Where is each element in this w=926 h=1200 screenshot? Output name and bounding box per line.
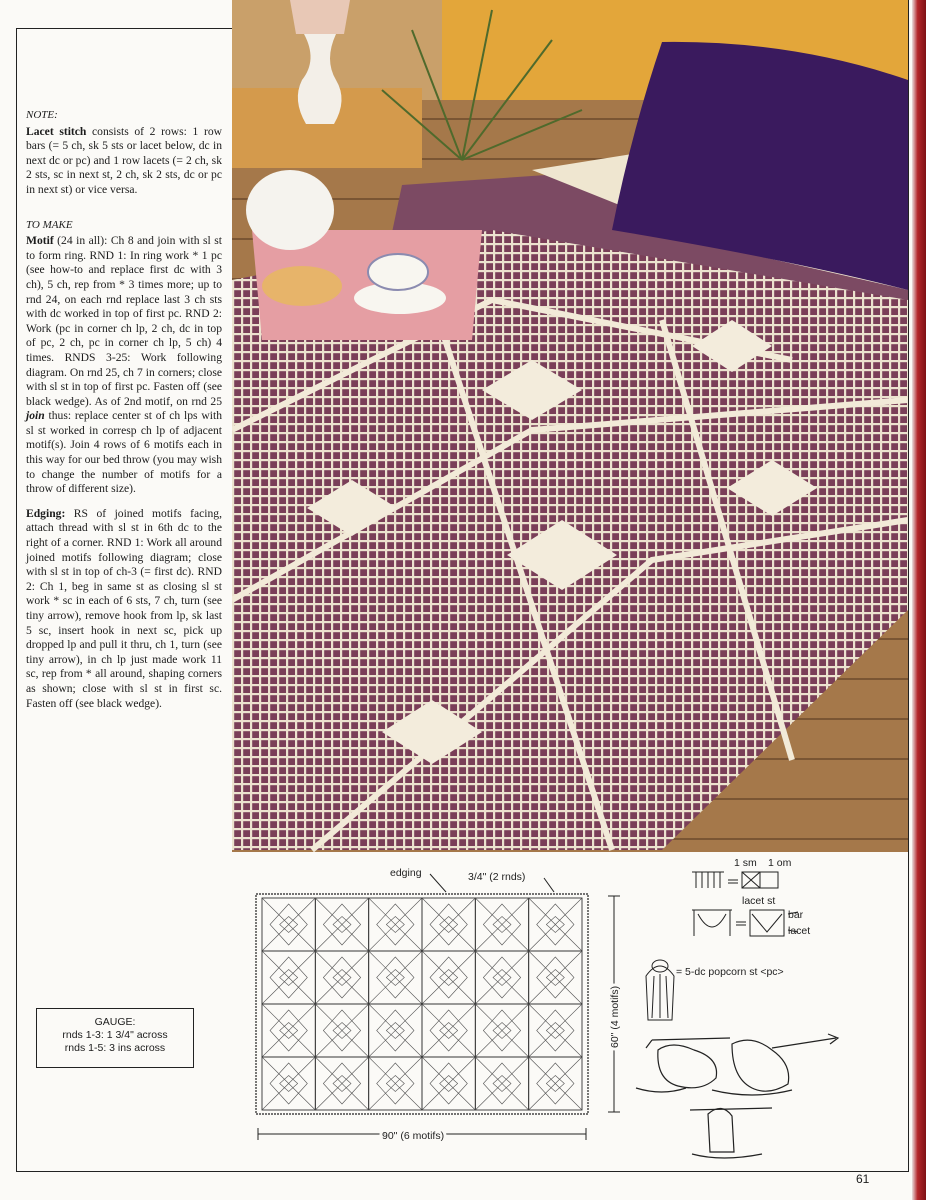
motif-cell (422, 898, 475, 951)
motif-paragraph (26, 218, 222, 497)
note-body: consists of 2 rows: 1 row bars (= 5 ch, sk 5 sts or lacet below, dc in next dc or pc) and 1 row lacets (= 2 ch, sk 2 sts, sc in next st, 2 ch, sk 2 sts, dc or pc in next st) or vice versa. (26, 124, 222, 196)
motif-cell (369, 898, 422, 951)
motif-cell (529, 1057, 582, 1110)
motif-cell (475, 951, 528, 1004)
note-term: Lacet stitch (26, 124, 87, 138)
sm-om-symbol (692, 872, 778, 888)
frame-right-rule (908, 0, 909, 1172)
width-label: 90" (6 motifs) (382, 1130, 445, 1142)
legend (636, 857, 838, 1158)
sm-label: 1 sm (734, 857, 757, 869)
motif-cell (262, 1057, 315, 1110)
note-heading: NOTE: (26, 109, 58, 121)
bedspread-photo (232, 0, 908, 852)
instructions-column (26, 108, 222, 721)
page-number: 61 (856, 1172, 870, 1186)
frame-left-rule (16, 28, 17, 1172)
motif-cell (529, 898, 582, 951)
motif-body-1: (24 in all): Ch 8 and join with sl st to form ring. RND 1: In ring work * 1 pc (see how-to and replace first dc with 3 ch), 5 ch, rep from * 3 times more; up to rnd 24, on each rnd replace last 3 ch sts with dc worked in top of first pc. RND 2: Work (pc in corner ch lp, 2 ch, dc in top of pc, 2 ch, pc in corner ch lp, 5 ch) 4 times. RNDS 3-25: Work following diagram. On rnd 25, ch 7 in corners; close with sl st in top of first pc. Fasten off (see black wedge). As of 2nd motif, on rnd 25 (26, 234, 222, 408)
motif-join: join (26, 409, 45, 423)
motif-cell (315, 898, 368, 951)
edging-width-label: 3/4" (2 rnds) (468, 871, 526, 883)
motif-cell (475, 1057, 528, 1110)
edging-label: edging (390, 867, 422, 879)
motif-cell (422, 1057, 475, 1110)
popcorn-icon (646, 960, 674, 1020)
motif-cell (529, 951, 582, 1004)
edging-body: RS of joined motifs facing, attach thread with sl st in 6th dc to the right of a corner. RND 1: Work all around joined motifs following diagram; close with sl st in top of ch-3 (= first dc). RND 2: Ch 1, beg in same st as closing sl st work * sc in each of 6 sts, 7 ch, turn (see tiny arrow), remove hook from lp, sk last 5 sc, insert hook in next sc, pick up dropped lp and pull it thru, ch 1, turn (see tiny arrow), in ch lp just made work 11 sc, rep from * all around, shaping corners as shown; close with sl st in first sc. Fasten off (see black wedge). (26, 506, 222, 710)
motif-cell (529, 1004, 582, 1057)
om-label: 1 om (768, 857, 792, 869)
lamp-shade (290, 0, 350, 34)
motif-cell (369, 951, 422, 1004)
motif-term: Motif (26, 234, 54, 248)
gauge-box (36, 1008, 194, 1068)
edging-width-pointer (544, 878, 554, 892)
edging-pointer (430, 874, 446, 892)
make-heading: TO MAKE (26, 218, 73, 231)
motif-cell (475, 898, 528, 951)
frame-bottom-rule (16, 1171, 909, 1172)
cup (368, 254, 428, 290)
motif-cell (262, 951, 315, 1004)
motif-cell (262, 898, 315, 951)
motif-cell (315, 1057, 368, 1110)
motif-cell (369, 1057, 422, 1110)
bar-label: bar (788, 909, 804, 921)
motif-cell (422, 1004, 475, 1057)
how-to-illustrations (636, 1034, 838, 1158)
lacet-st-label: lacet st (742, 895, 776, 907)
motif-cell (315, 1004, 368, 1057)
motif-cell (315, 951, 368, 1004)
teapot (246, 170, 334, 250)
motif-body-2: thus: replace center st of ch lps with sl st worked in corresp ch lp of adjacent motif(s). Join 4 rows of 6 motifs each in this way for our bed throw (you may wish to change the number of motifs for a throw of different size). (26, 409, 222, 496)
edging-paragraph (26, 507, 222, 711)
lacet-label: lacet (788, 925, 811, 937)
pastries (262, 266, 342, 306)
motif-cell (422, 951, 475, 1004)
page-edge-strip (912, 0, 926, 1200)
motif-cell (262, 1004, 315, 1057)
frame-top-rule (16, 28, 232, 29)
gauge-line-2: rnds 1-5: 3 ins across (64, 1042, 166, 1054)
popcorn-label: = 5-dc popcorn st <pc> (676, 966, 784, 978)
height-label: 60" (4 motifs) (609, 985, 621, 1048)
motif-cell (475, 1004, 528, 1057)
motif-grid (262, 898, 582, 1110)
motif-cell (369, 1004, 422, 1057)
assembly-diagram (232, 852, 908, 1170)
gauge-title: GAUGE: (94, 1016, 136, 1028)
note-paragraph (26, 108, 222, 198)
gauge-line-1: rnds 1-3: 1 3/4" across (62, 1029, 168, 1041)
edging-term: Edging: (26, 506, 66, 520)
lacet-symbol (692, 910, 798, 936)
